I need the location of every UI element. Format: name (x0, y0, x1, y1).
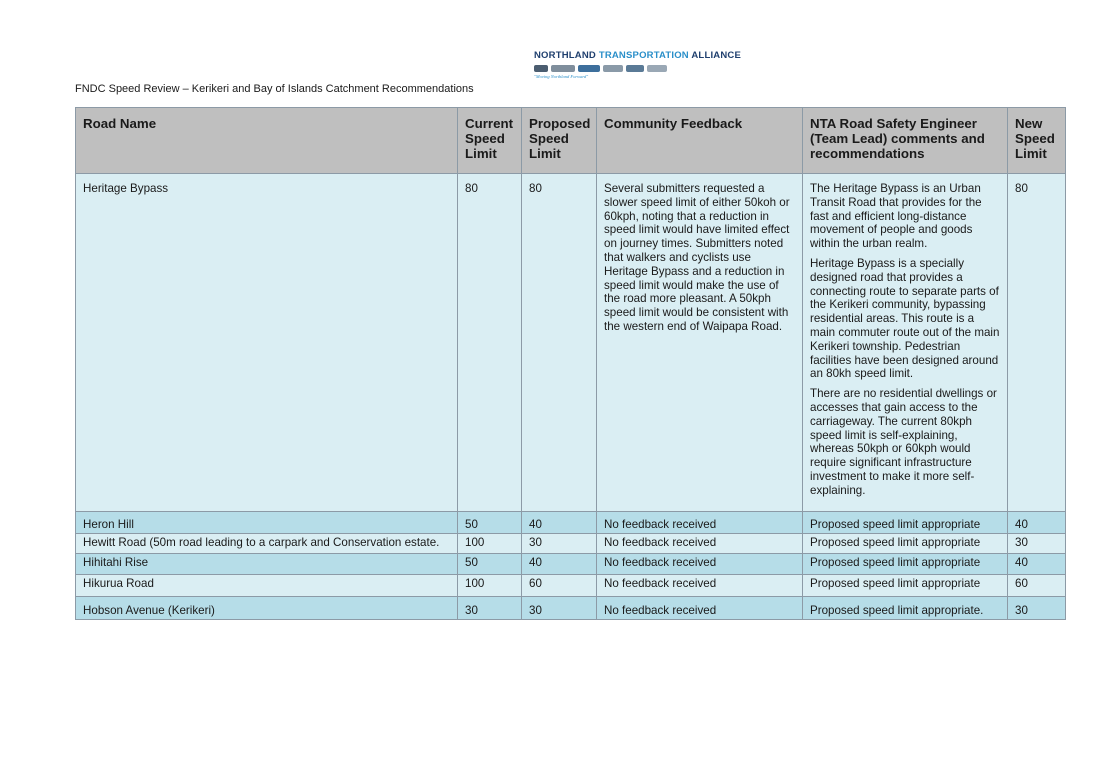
cell-new-speed: 30 (1008, 533, 1066, 553)
cell-community-feedback: No feedback received (597, 574, 803, 596)
cell-current-speed: 80 (458, 174, 522, 512)
table-row (76, 574, 1066, 596)
cell-community-feedback: No feedback received (597, 512, 803, 534)
partner-logos-strip (534, 63, 704, 73)
cell-community-feedback: Several submitters requested a slower speed limit of either 50koh or 60kph, noting that a reduction in speed limit would have limited effect on journey times. Submitters noted that walkers and cyclists use Heritage Bypass and a reduction in speed limit would make the use of the road more pleasant. A 50kph speed limit would be consistent with the western end of Waipapa Road. (597, 174, 803, 512)
cell-nta-comments: Proposed speed limit appropriate (803, 533, 1008, 553)
cell-new-speed: 30 (1008, 596, 1066, 619)
nta-comment-paragraph: The Heritage Bypass is an Urban Transit Road that provides for the fast and efficient long-distance movement of people and goods within the urban realm. (810, 182, 982, 251)
cell-new-speed: 80 (1008, 174, 1066, 512)
cell-community-feedback: No feedback received (597, 596, 803, 619)
nta-logo (534, 50, 741, 82)
cell-nta-comments: Proposed speed limit appropriate (803, 574, 1008, 596)
cell-community-feedback: No feedback received (597, 553, 803, 574)
cell-community-feedback: No feedback received (597, 533, 803, 553)
cell-new-speed: 40 (1008, 512, 1066, 534)
cell-proposed-speed: 40 (522, 512, 597, 534)
cell-nta-comments: Proposed speed limit appropriate. (803, 596, 1008, 619)
header-current-speed-limit: Current Speed Limit (458, 108, 522, 174)
header-community-feedback: Community Feedback (597, 108, 803, 174)
document-title: FNDC Speed Review – Kerikeri and Bay of Islands Catchment Recommendations (75, 83, 474, 95)
cell-nta-comments (803, 174, 1008, 512)
table-row (76, 553, 1066, 574)
nta-comment-paragraph: Heritage Bypass is a specially designed road that provides a connecting route to separate parts of the Kerikeri community, bypassing residential areas. This route is a main commuter route out of the main Kerikeri township. Pedestrian facilities have been designed around an 80kh speed limit. (810, 256, 1000, 381)
header-proposed-speed-limit: Proposed Speed Limit (522, 108, 597, 174)
cell-current-speed: 30 (458, 596, 522, 619)
cell-nta-comments: Proposed speed limit appropriate (803, 553, 1008, 574)
table-row (76, 174, 1066, 512)
cell-new-speed: 40 (1008, 553, 1066, 574)
header-nta-comments: NTA Road Safety Engineer (Team Lead) comments and recommendations (803, 108, 1008, 174)
logo-tagline: "Moving Northland Forward" (534, 74, 589, 79)
table-row (76, 596, 1066, 619)
cell-road-name: Hobson Avenue (Kerikeri) (76, 596, 458, 619)
logo-wordmark: NORTHLAND TRANSPORTATION ALLIANCE (534, 50, 741, 61)
cell-proposed-speed: 30 (522, 533, 597, 553)
cell-proposed-speed: 60 (522, 574, 597, 596)
cell-current-speed: 50 (458, 553, 522, 574)
nta-comment-paragraph: There are no residential dwellings or accesses that gain access to the carriageway. The current 80kph speed limit is self-explaining, whereas 50kph or 60kph would require significant infrastructure investment to make it more self-explaining. (810, 387, 997, 497)
cell-current-speed: 50 (458, 512, 522, 534)
table-header-row (76, 108, 1066, 174)
cell-current-speed: 100 (458, 574, 522, 596)
cell-road-name: Hihitahi Rise (76, 553, 458, 574)
cell-proposed-speed: 40 (522, 553, 597, 574)
table-row (76, 533, 1066, 553)
cell-proposed-speed: 30 (522, 596, 597, 619)
cell-road-name: Heritage Bypass (76, 174, 458, 512)
cell-nta-comments: Proposed speed limit appropriate (803, 512, 1008, 534)
header-new-speed-limit: New Speed Limit (1008, 108, 1066, 174)
cell-proposed-speed: 80 (522, 174, 597, 512)
table-row (76, 512, 1066, 534)
cell-road-name: Hikurua Road (76, 574, 458, 596)
cell-current-speed: 100 (458, 533, 522, 553)
cell-road-name: Heron Hill (76, 512, 458, 534)
cell-new-speed: 60 (1008, 574, 1066, 596)
speed-review-table (75, 107, 1066, 620)
header-road-name: Road Name (76, 108, 458, 174)
cell-road-name: Hewitt Road (50m road leading to a carpark and Conservation estate. (76, 533, 458, 553)
